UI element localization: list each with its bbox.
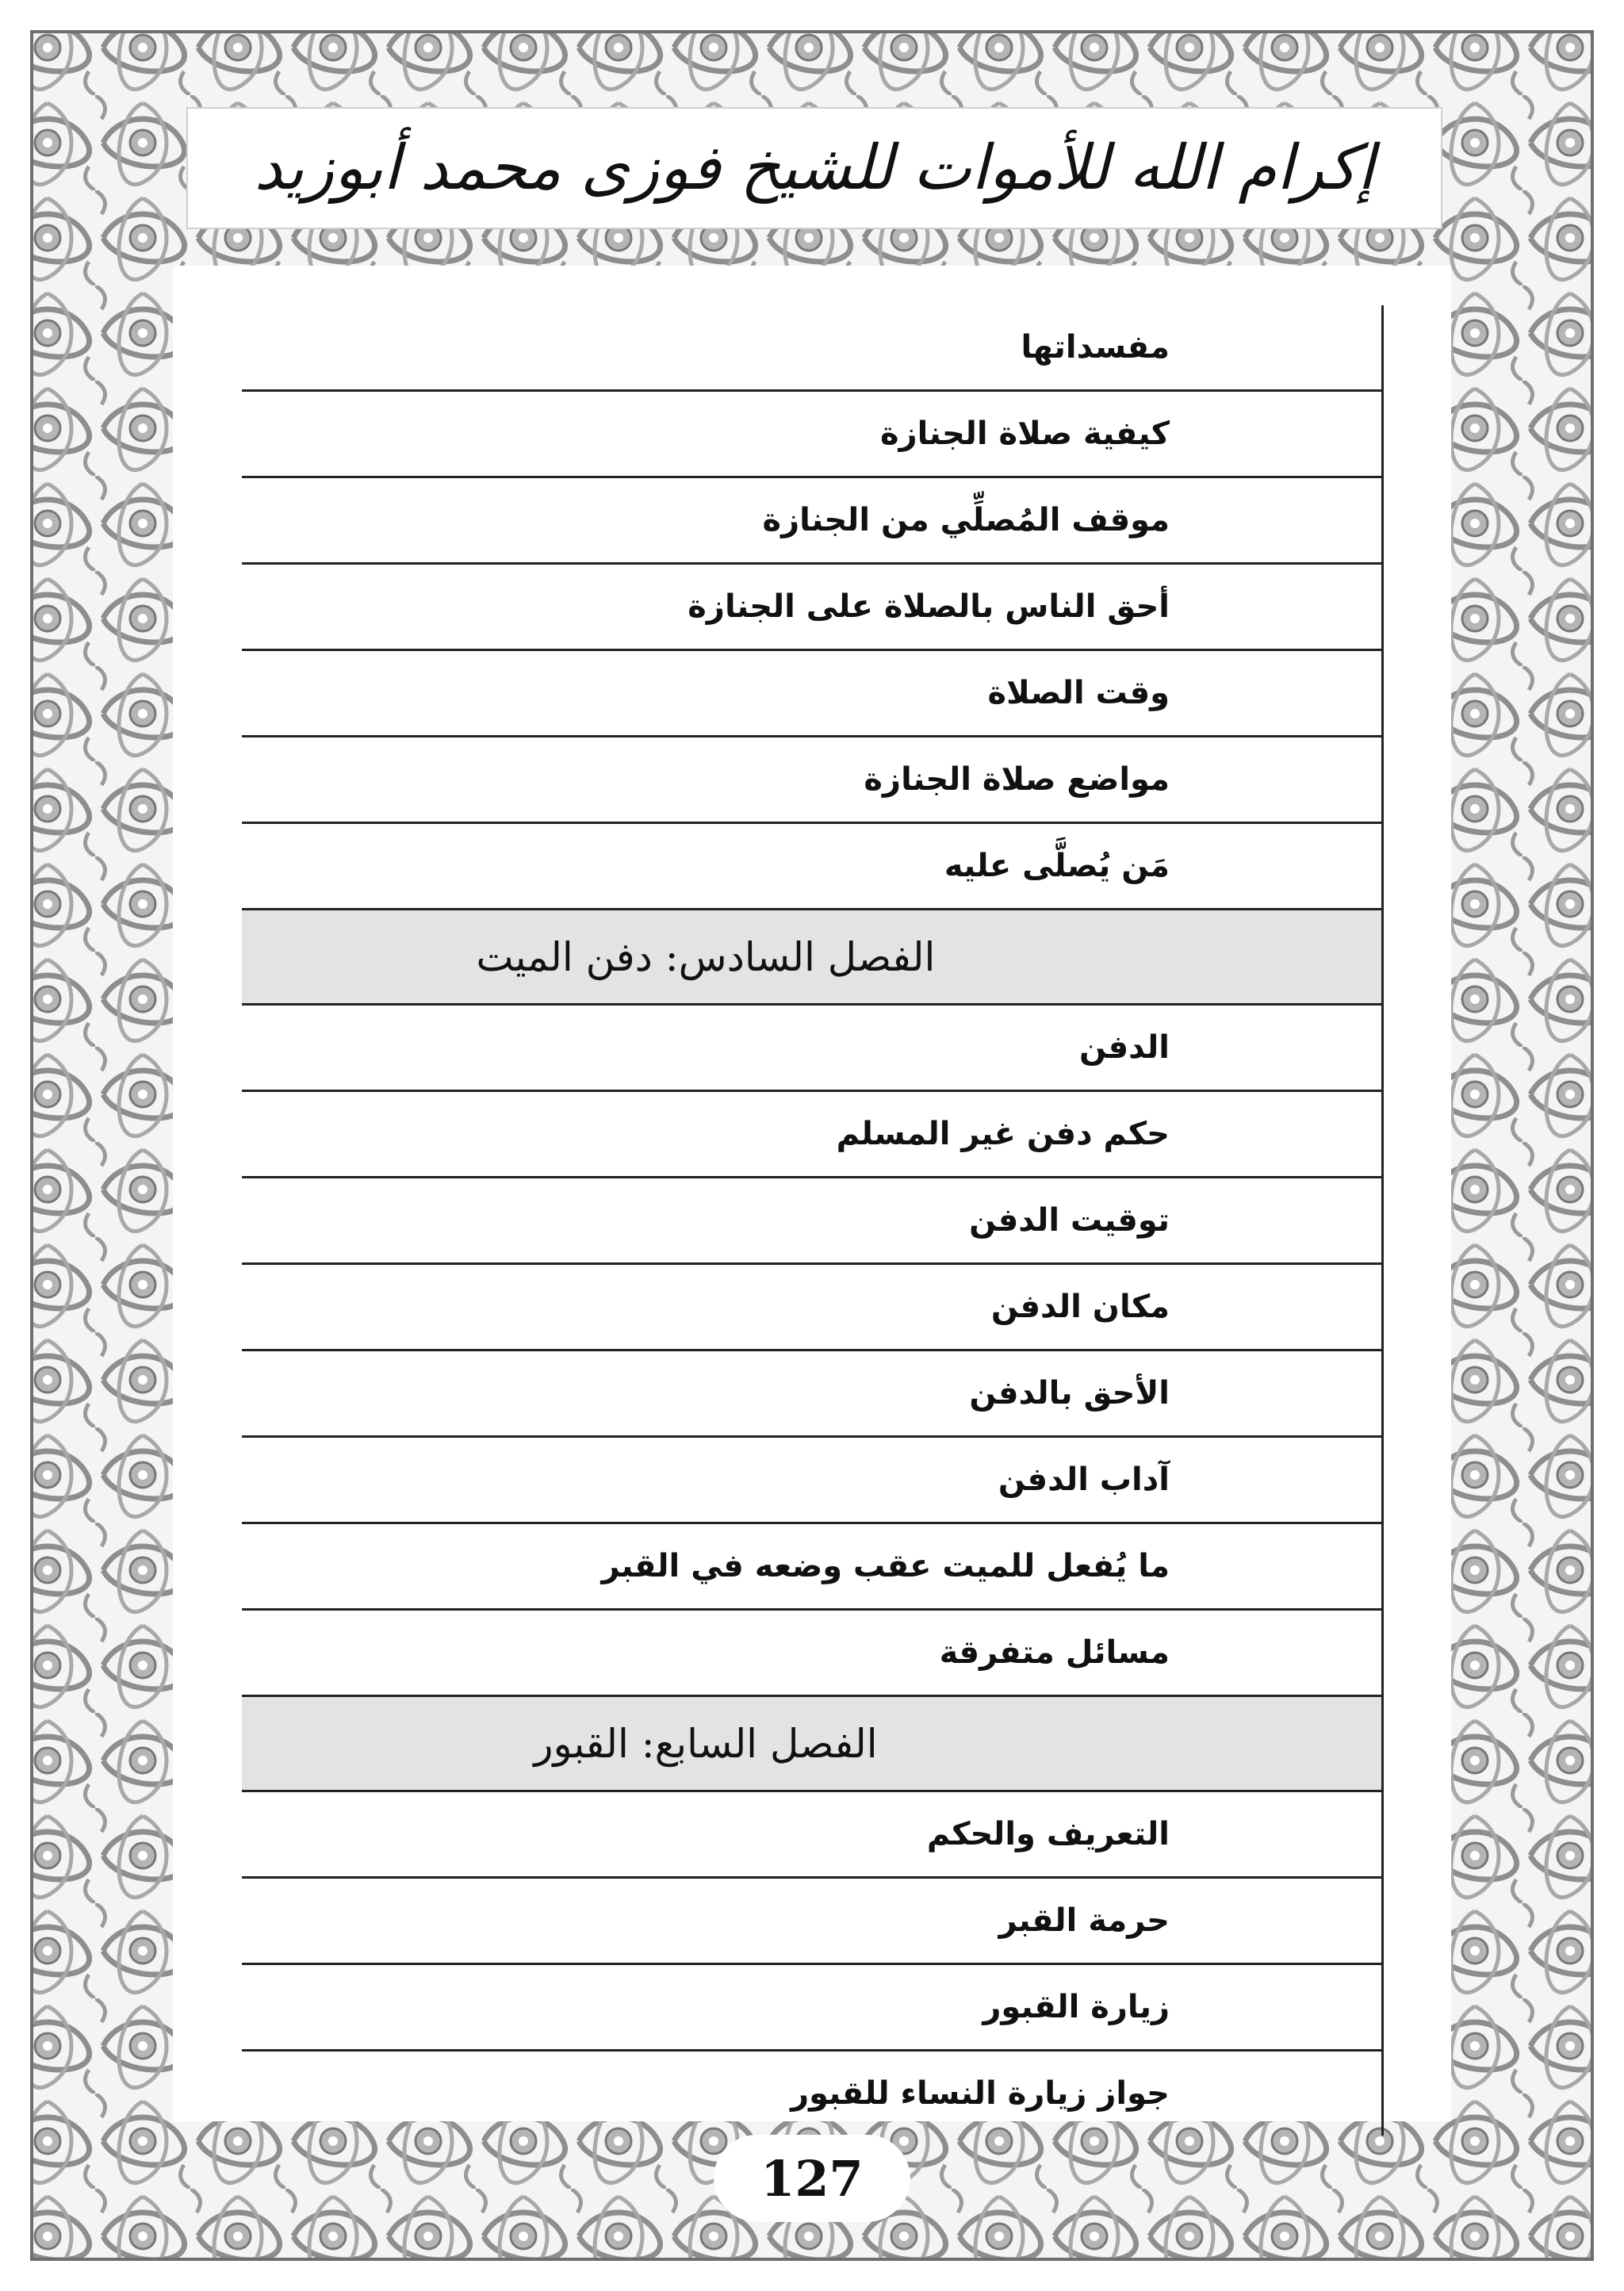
page-cell <box>1185 1524 1384 1608</box>
page-cell <box>1185 1611 1384 1695</box>
page-cell <box>1185 305 1384 389</box>
page-cell <box>1185 1178 1384 1262</box>
toc-row <box>242 1006 1384 1092</box>
toc-entry-title: الأحق بالدفن <box>969 1375 1170 1412</box>
running-header <box>186 107 1442 229</box>
toc-entry-title: جواز زيارة النساء للقبور <box>791 2075 1170 2112</box>
toc-row <box>242 824 1384 910</box>
toc-entry-title: مَن يُصلَّى عليه <box>944 848 1170 884</box>
toc-entry-title: وقت الصلاة <box>987 675 1170 711</box>
toc-entry-title: حرمة القبر <box>998 1902 1170 1939</box>
page-cell <box>1185 1879 1384 1963</box>
toc-entry-title: آداب الدفن <box>998 1462 1170 1498</box>
toc-entry-title: زيارة القبور <box>982 1989 1170 2025</box>
toc-row <box>242 1611 1384 1697</box>
toc-row <box>242 305 1384 392</box>
page-cell <box>1185 1965 1384 2049</box>
page-cell <box>1185 737 1384 822</box>
toc-row <box>242 1351 1384 1438</box>
toc-entry-title: حكم دفن غير المسلم <box>836 1116 1170 1152</box>
page-cell <box>1185 478 1384 562</box>
toc-row <box>242 2052 1384 2136</box>
toc-entry-title: كيفية صلاة الجنازة <box>880 416 1170 452</box>
toc-entry-title: ما يُفعل للميت عقب وضعه في القبر <box>601 1548 1170 1584</box>
toc-entry-title: مواضع صلاة الجنازة <box>864 761 1170 798</box>
toc-entry-title: موقف المُصلِّي من الجنازة <box>762 502 1170 538</box>
chapter-title: الفصل السابع: القبور <box>534 1720 878 1767</box>
toc-row <box>242 478 1384 565</box>
page-cell <box>1185 1006 1384 1090</box>
toc-entry-title: مفسداتها <box>1021 329 1170 366</box>
table-of-contents <box>242 305 1384 2136</box>
toc-chapter-row <box>242 1697 1384 1792</box>
toc-row <box>242 1178 1384 1265</box>
toc-row <box>242 1792 1384 1879</box>
toc-entry-title: مكان الدفن <box>990 1289 1170 1325</box>
page-cell <box>1185 2052 1384 2136</box>
toc-entry-title: مسائل متفرقة <box>939 1634 1170 1671</box>
book-title: إكرام الله للأموات للشيخ فوزى محمد أبوزيد <box>254 132 1375 204</box>
toc-row <box>242 1265 1384 1351</box>
toc-row <box>242 1092 1384 1178</box>
toc-row <box>242 1879 1384 1965</box>
toc-chapter-row <box>242 910 1384 1006</box>
toc-row <box>242 1965 1384 2052</box>
page-cell <box>1185 1792 1384 1876</box>
page-cell <box>1185 910 1384 1003</box>
page-cell <box>1185 1351 1384 1435</box>
toc-entry-title: الدفن <box>1078 1029 1170 1066</box>
toc-row <box>242 565 1384 651</box>
page-cell <box>1185 824 1384 908</box>
page-cell <box>1185 1438 1384 1522</box>
toc-entry-title: توقيت الدفن <box>969 1202 1170 1239</box>
page-cell <box>1185 1697 1384 1790</box>
toc-row <box>242 1438 1384 1524</box>
toc-entry-title: أحق الناس بالصلاة على الجنازة <box>688 588 1170 625</box>
page-cell <box>1185 392 1384 476</box>
toc-row <box>242 651 1384 737</box>
toc-row <box>242 1524 1384 1611</box>
chapter-title: الفصل السادس: دفن الميت <box>476 933 936 980</box>
page-cell <box>1185 1092 1384 1176</box>
toc-row <box>242 737 1384 824</box>
page-cell <box>1185 651 1384 735</box>
page-cell <box>1185 1265 1384 1349</box>
page-cell <box>1185 565 1384 649</box>
toc-entry-title: التعريف والحكم <box>926 1816 1170 1852</box>
page-number: 127 <box>714 2135 910 2222</box>
toc-row <box>242 392 1384 478</box>
